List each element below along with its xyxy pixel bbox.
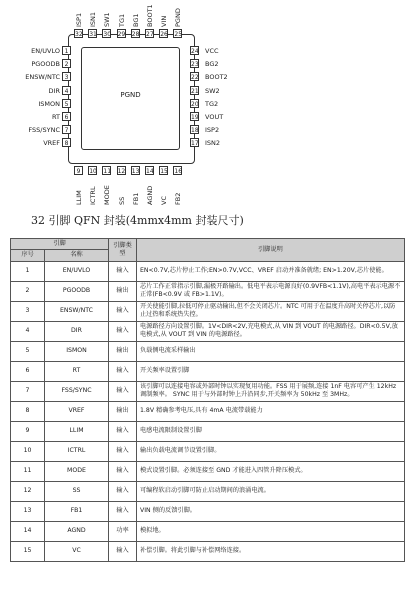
pin-name-left: VREF bbox=[43, 139, 60, 148]
cell-num: 13 bbox=[11, 501, 45, 521]
cell-num: 8 bbox=[11, 401, 45, 421]
section-title: 32 引脚 QFN 封装(4mmx4mm 封装尺寸) bbox=[31, 214, 244, 227]
pin-name-right: TG2 bbox=[205, 99, 219, 108]
cell-name: FB1 bbox=[45, 501, 109, 521]
pin-name-right: ISN2 bbox=[205, 139, 221, 148]
cell-name: DIR bbox=[45, 321, 109, 341]
pin-box-18: 18 bbox=[191, 127, 199, 135]
pin-box-8: 8 bbox=[62, 138, 71, 147]
cell-type: 输入 bbox=[109, 321, 137, 341]
exposed-pad bbox=[81, 47, 180, 150]
header-type: 引脚类型 bbox=[109, 239, 137, 262]
table-row bbox=[11, 281, 405, 301]
cell-num: 14 bbox=[11, 521, 45, 541]
header-num: 序号 bbox=[11, 250, 45, 261]
cell-num: 1 bbox=[11, 261, 45, 281]
pin-name-top: ISP1 bbox=[75, 12, 83, 27]
pin-box-2: 2 bbox=[62, 59, 71, 68]
table-row bbox=[11, 521, 405, 541]
pin-box-27: 27 bbox=[146, 31, 154, 38]
cell-desc: 补偿引脚。将此引脚与补偿网络连接。 bbox=[137, 541, 405, 561]
cell-type: 输出 bbox=[109, 281, 137, 301]
pin-name-top: SW1 bbox=[103, 12, 112, 27]
pin-name-right: BOOT2 bbox=[205, 73, 228, 82]
pin-box-24: 24 bbox=[191, 48, 199, 55]
table-row bbox=[11, 501, 405, 521]
pin-name-bottom: LLIM bbox=[75, 190, 83, 205]
cell-desc: 开关频率设置引脚 bbox=[137, 361, 405, 381]
cell-name: ICTRL bbox=[45, 441, 109, 461]
pad-label: PGND bbox=[120, 91, 141, 99]
pin-box-15: 15 bbox=[160, 168, 168, 175]
cell-desc: 模式设置引脚。必须连接至 GND 才能进入四管升降压模式。 bbox=[137, 461, 405, 481]
cell-type: 功率 bbox=[109, 521, 137, 541]
table-row bbox=[11, 401, 405, 421]
cell-num: 3 bbox=[11, 301, 45, 321]
table-row bbox=[11, 361, 405, 381]
cell-num: 15 bbox=[11, 541, 45, 561]
pin-name-left: DIR bbox=[48, 86, 60, 95]
pin-box-12: 12 bbox=[117, 168, 126, 175]
table-row bbox=[11, 441, 405, 461]
pin-box-20: 20 bbox=[191, 100, 199, 108]
pin-table bbox=[10, 238, 405, 562]
cell-desc: 电源路径方向设置引脚。1V<DIR<2V,充电模式,从 VIN 到 VOUT 的电源路径。DIR<0.5V,放电模式,从 VOUT 到 VIN 的电源路径。 bbox=[137, 321, 405, 341]
pin-name-bottom: AGND bbox=[146, 185, 154, 205]
table-row bbox=[11, 321, 405, 341]
table-row bbox=[11, 461, 405, 481]
cell-num: 9 bbox=[11, 421, 45, 441]
header-pin: 引脚 bbox=[11, 239, 109, 250]
cell-num: 11 bbox=[11, 461, 45, 481]
pin-box-28: 28 bbox=[131, 31, 140, 38]
cell-type: 输入 bbox=[109, 301, 137, 321]
pin-box-16: 16 bbox=[174, 168, 183, 175]
cell-num: 10 bbox=[11, 441, 45, 461]
pin-name-right: BG2 bbox=[205, 60, 219, 69]
cell-desc: EN<0.7V,芯片停止工作;EN>0.7V,VCC、VREF 启动并准备就绪; EN>1.20V,芯片使能。 bbox=[137, 261, 405, 281]
pin-name-left: RT bbox=[51, 113, 60, 121]
cell-type: 输入 bbox=[109, 261, 137, 281]
cell-name: EN/UVLO bbox=[45, 261, 109, 281]
cell-desc: 该引脚可以连接电容或外部时钟以实现复用功能。FSS 用于展频,连接 1nF 电容可产生 12kHz 调制频率。 SYNC 用于与外部时钟上升沿同步,开关频率为 50kHz 至 3MHz。 bbox=[137, 381, 405, 401]
pinout-diagram bbox=[0, 0, 413, 208]
cell-desc: 模拟地。 bbox=[137, 521, 405, 541]
pin-box-1: 1 bbox=[62, 46, 71, 55]
pin-box-19: 19 bbox=[191, 114, 199, 121]
cell-num: 2 bbox=[11, 281, 45, 301]
pin-name-bottom: ICTRL bbox=[89, 186, 98, 205]
cell-name: AGND bbox=[45, 521, 109, 541]
cell-desc: 开关使能引脚,拉低可停止驱动输出,但不会关闭芯片。NTC 可用于在温度升高时关停芯片,以防止过热和系统热失控。 bbox=[137, 301, 405, 321]
table-row bbox=[11, 261, 405, 281]
qfn-package bbox=[68, 34, 195, 164]
cell-desc: 负载侧电流采样输出 bbox=[137, 341, 405, 361]
pin-box-32: 32 bbox=[75, 31, 83, 38]
pin-box-26: 26 bbox=[160, 31, 168, 38]
pin-box-22: 22 bbox=[191, 74, 199, 82]
pin-box-14: 14 bbox=[146, 168, 154, 175]
pin-box-10: 10 bbox=[89, 168, 97, 175]
table-row bbox=[11, 381, 405, 401]
cell-type: 输出 bbox=[109, 401, 137, 421]
pin-name-right: ISP2 bbox=[205, 126, 220, 135]
table-row bbox=[11, 421, 405, 441]
cell-desc: 芯片工作正常指示引脚,漏极开路输出。低电平表示电源良好(0.9VFB<1.1V),高电平表示电源不正常(FB<0.9V 或 FB>1.1V)。 bbox=[137, 281, 405, 301]
cell-type: 输入 bbox=[109, 541, 137, 561]
pin-box-25: 25 bbox=[174, 31, 183, 38]
cell-name: ENSW/NTC bbox=[45, 301, 109, 321]
cell-name: LLIM bbox=[45, 421, 109, 441]
pin-box-30: 30 bbox=[103, 31, 112, 38]
cell-name: MODE bbox=[45, 461, 109, 481]
cell-name: SS bbox=[45, 481, 109, 501]
cell-type: 输入 bbox=[109, 461, 137, 481]
pin-name-top: VIN bbox=[160, 15, 169, 27]
cell-desc: 1.8V 精确参考电压,具有 4mA 电流带载能力 bbox=[137, 401, 405, 421]
pin-name-left: PGOODB bbox=[31, 60, 60, 69]
cell-type: 输入 bbox=[109, 361, 137, 381]
pin-box-21: 21 bbox=[191, 87, 199, 95]
pin-name-top: ISN1 bbox=[89, 11, 98, 27]
pin-name-right: VOUT bbox=[205, 113, 224, 121]
pin-name-left: ISMON bbox=[38, 99, 60, 108]
pin-box-7: 7 bbox=[62, 125, 71, 134]
pin-name-right: VCC bbox=[205, 47, 219, 55]
cell-desc: 可编程软启动引脚可防止启动期间的浪涌电流。 bbox=[137, 481, 405, 501]
pin-name-left: FSS/SYNC bbox=[28, 126, 60, 135]
pin-box-4: 4 bbox=[62, 86, 71, 95]
table-row bbox=[11, 481, 405, 501]
pin-name-top: PGND bbox=[174, 8, 183, 27]
pin-name-left: ENSW/NTC bbox=[25, 73, 60, 82]
cell-type: 输入 bbox=[109, 381, 137, 401]
pin-box-23: 23 bbox=[191, 61, 199, 69]
pin-name-left: EN/UVLO bbox=[31, 47, 60, 55]
cell-name: FSS/SYNC bbox=[45, 381, 109, 401]
cell-type: 输入 bbox=[109, 481, 137, 501]
cell-name: RT bbox=[45, 361, 109, 381]
cell-type: 输入 bbox=[109, 441, 137, 461]
pin-name-top: BG1 bbox=[131, 13, 140, 27]
pin-box-29: 29 bbox=[117, 31, 126, 38]
pin-box-3: 3 bbox=[62, 72, 71, 81]
pin-name-bottom: MODE bbox=[103, 185, 112, 205]
pin-name-bottom: SS bbox=[117, 196, 126, 205]
cell-name: VREF bbox=[45, 401, 109, 421]
cell-num: 12 bbox=[11, 481, 45, 501]
pin-box-31: 31 bbox=[89, 31, 97, 38]
pin-name-top: BOOT1 bbox=[146, 4, 154, 27]
cell-name: PGOODB bbox=[45, 281, 109, 301]
pin-name-right: SW2 bbox=[205, 86, 220, 95]
pin-name-bottom: FB2 bbox=[174, 192, 183, 205]
cell-desc: 电感电流限制设置引脚 bbox=[137, 421, 405, 441]
cell-type: 输出 bbox=[109, 341, 137, 361]
cell-name: VC bbox=[45, 541, 109, 561]
pin-box-6: 6 bbox=[62, 112, 71, 121]
header-desc: 引脚说明 bbox=[137, 239, 405, 262]
pin-box-9: 9 bbox=[74, 166, 83, 175]
table-body bbox=[11, 261, 405, 561]
cell-num: 7 bbox=[11, 381, 45, 401]
cell-type: 输入 bbox=[109, 501, 137, 521]
pin-box-11: 11 bbox=[103, 168, 112, 175]
pin-box-13: 13 bbox=[131, 168, 140, 175]
cell-num: 6 bbox=[11, 361, 45, 381]
cell-name: ISMON bbox=[45, 341, 109, 361]
pin-name-top: TG1 bbox=[117, 13, 126, 27]
pin-box-17: 17 bbox=[191, 140, 199, 148]
table-row bbox=[11, 301, 405, 321]
table-row bbox=[11, 341, 405, 361]
table-row bbox=[11, 541, 405, 561]
cell-type: 输入 bbox=[109, 421, 137, 441]
cell-desc: 输出负载电流调节设置引脚。 bbox=[137, 441, 405, 461]
cell-num: 5 bbox=[11, 341, 45, 361]
pin-box-5: 5 bbox=[62, 99, 71, 108]
header-name: 名称 bbox=[45, 250, 109, 261]
cell-desc: VIN 侧的反馈引脚。 bbox=[137, 501, 405, 521]
cell-num: 4 bbox=[11, 321, 45, 341]
pin-name-bottom: FB1 bbox=[131, 192, 140, 205]
pin-name-bottom: VC bbox=[160, 196, 169, 205]
